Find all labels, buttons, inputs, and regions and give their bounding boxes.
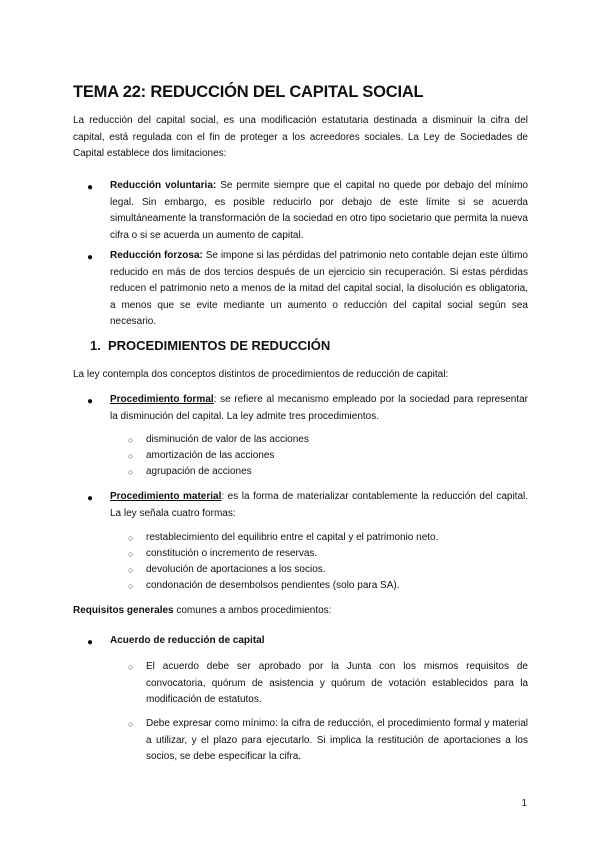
material-item: devolución de aportaciones a los socios. bbox=[146, 564, 326, 575]
circle-bullet-icon: ○ bbox=[128, 549, 134, 559]
material-item: restablecimiento del equilibrio entre el capital y el patrimonio neto. bbox=[146, 532, 439, 543]
text-forzosa: Se impone si las pérdidas del patrimonio neto contable dejan este último reducido en más de dos tercios después de un ejercicio sin recuperación. Si estas pérdidas reducen el patrimonio neto a menos de la mitad del capital social, la disolución es obligatoria, a menos que se evite mediante un aumento o reducción del capital social según sea necesario. bbox=[110, 250, 528, 327]
page-number: 1 bbox=[521, 798, 527, 809]
circle-bullet-icon: ○ bbox=[128, 467, 134, 477]
formal-item: agrupación de acciones bbox=[146, 466, 252, 477]
circle-bullet-icon: ○ bbox=[128, 719, 134, 729]
acuerdo-item: Debe expresar como mínimo: la cifra de reducción, el procedimiento formal y material a utilizar, y el plazo para ejecutarlo. Si implica la restitución de aportaciones a los socios, se debe especificar la cifra. bbox=[146, 718, 528, 762]
section-heading bbox=[90, 338, 330, 354]
circle-bullet-icon: ○ bbox=[128, 451, 134, 461]
material-item: condonación de desembolsos pendientes (solo para SA). bbox=[146, 580, 400, 591]
term-material: Procedimiento material bbox=[110, 491, 222, 502]
bullet-icon: ● bbox=[87, 637, 94, 648]
section-number: 1. bbox=[90, 338, 101, 353]
requisitos-line bbox=[73, 603, 528, 620]
text-formal: : se refiere al mecanismo empleado por la sociedad para representar la disminución del capital. La ley admite tres procedimientos. bbox=[110, 394, 528, 422]
material-item: constitución o incremento de reservas. bbox=[146, 548, 318, 559]
acuerdo-item: El acuerdo debe ser aprobado por la Junta con los mismos requisitos de convocatoria, quórum de asistencia y quórum de votación establecidos para la modificación de estatutos. bbox=[146, 661, 528, 705]
intro-paragraph: La reducción del capital social, es una modificación estatutaria destinada a disminuir la cifra del capital, está regulada con el fin de proteger a los acreedores sociales. La Ley de Sociedades de Capital establece dos limitaciones: bbox=[73, 115, 528, 159]
circle-bullet-icon: ○ bbox=[128, 533, 134, 543]
term-formal: Procedimiento formal bbox=[110, 394, 214, 405]
circle-bullet-icon: ○ bbox=[128, 662, 134, 672]
section-title: PROCEDIMIENTOS DE REDUCCIÓN bbox=[108, 338, 331, 353]
formal-item: amortización de las acciones bbox=[146, 450, 275, 461]
text-material: : es la forma de materializar contablemente la reducción del capital. La ley señala cuatro formas: bbox=[110, 491, 529, 519]
material-procedure bbox=[110, 489, 528, 522]
formal-procedure bbox=[110, 392, 528, 425]
limitation-voluntaria bbox=[110, 178, 528, 244]
term-requisitos: Requisitos generales bbox=[73, 605, 174, 616]
text-requisitos: comunes a ambos procedimientos: bbox=[173, 605, 332, 616]
page-title: TEMA 22: REDUCCIÓN DEL CAPITAL SOCIAL bbox=[73, 83, 424, 101]
bullet-icon: ● bbox=[87, 252, 94, 263]
bullet-icon: ● bbox=[87, 182, 94, 193]
bullet-icon: ● bbox=[87, 396, 94, 407]
acuerdo-heading: Acuerdo de reducción de capital bbox=[110, 635, 265, 646]
text-voluntaria: Se permite siempre que el capital no quede por debajo del mínimo legal. Sin embargo, es posible reducirlo por debajo de este límite si se acuerda simultáneamente la transformación de la sociedad en otro tipo societario que permita la nueva cifra o si se acuerda un aumento de capital. bbox=[110, 180, 528, 241]
term-voluntaria: Reducción voluntaria: bbox=[110, 180, 217, 191]
term-forzosa: Reducción forzosa: bbox=[110, 250, 203, 261]
bullet-icon: ● bbox=[87, 493, 94, 504]
section-intro: La ley contempla dos conceptos distintos de procedimientos de reducción de capital: bbox=[73, 369, 449, 380]
circle-bullet-icon: ○ bbox=[128, 435, 134, 445]
formal-item: disminución de valor de las acciones bbox=[146, 434, 309, 445]
circle-bullet-icon: ○ bbox=[128, 565, 134, 575]
limitation-forzosa bbox=[110, 248, 528, 331]
circle-bullet-icon: ○ bbox=[128, 581, 134, 591]
